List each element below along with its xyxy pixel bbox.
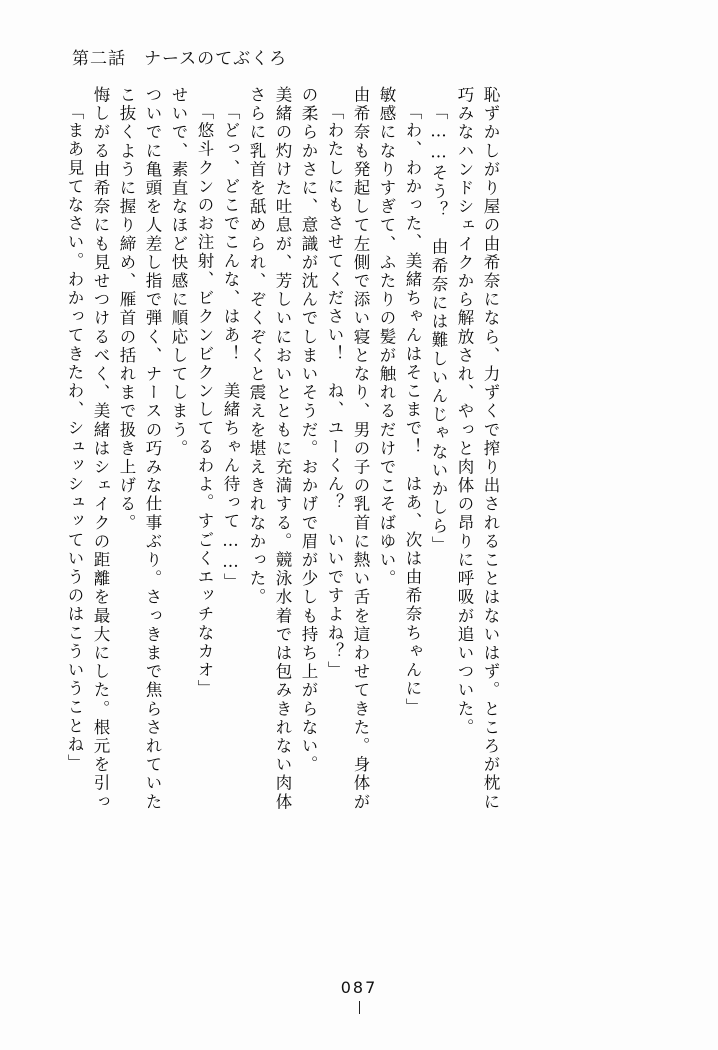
text-line: 「悠斗クンのお注射、ビクンビクンしてるわよ。すごくエッチなカオ」 xyxy=(195,103,214,699)
chapter-header xyxy=(72,44,287,69)
text-line: こ抜くように握り締め、雁首の括れまで扱き上げる。 xyxy=(117,86,136,533)
text-line: 「わ、わかった、美緒ちゃんはそこまで！ はあ、次は由希奈ちゃんに」 xyxy=(403,103,422,717)
page-number-value: 087 xyxy=(340,978,378,997)
page-number xyxy=(0,978,718,1014)
text-line: ついでに亀頭を人差し指で弾く、ナースの巧みな仕事ぶり。さっきまで焦らされていた xyxy=(143,86,162,812)
text-line: 「わたしにもさせてください！ ね、ユーくん？ いいですよね？」 xyxy=(325,103,344,680)
text-line: 「……そう？ 由希奈には難しいんじゃないかしら」 xyxy=(429,103,448,555)
text-line: 美緒の灼けた吐息が、芳しいにおいとともに充満する。競泳水着では包みきれない肉体 xyxy=(273,86,292,812)
text-line: 「まあ見てなさい。わかってきたわ、シュッシュッていうのはこういうことね」 xyxy=(65,103,84,773)
text-line: 悔しがる由希奈にも見せつけるべく、美緒はシェイクの距離を最大にした。根元を引っ xyxy=(91,86,110,812)
text-line: 由希奈も発起して左側で添い寝となり、男の子の乳首に熱い舌を這わせてきた。身体が xyxy=(351,86,370,812)
text-line: 恥ずかしがり屋の由希奈になら、力ずくで搾り出されることはないはず。ところが枕に xyxy=(481,86,500,812)
text-line: の柔らかさに、意識が沈んでしまいそうだ。おかげで眉が少しも持ち上がらない。 xyxy=(299,86,318,775)
chapter-title: ナースのてぶくろ xyxy=(144,49,288,69)
text-line: さらに乳首を舐められ、ぞくぞくと震えを堪えきれなかった。 xyxy=(247,86,266,607)
text-line: せいで、素直なほど快感に順応してしまう。 xyxy=(169,86,188,458)
text-line: 「どっ、どこでこんな、はあ！ 美緒ちゃん待って……」 xyxy=(221,103,240,592)
page-number-tick xyxy=(359,1001,360,1014)
text-line: 巧みなハンドシェイクから解放され、やっと肉体の昂りに呼吸が追いついた。 xyxy=(455,86,474,737)
chapter-number: 第二話 xyxy=(72,49,126,69)
text-line: 敏感になりすぎて、ふたりの髪が触れるだけでこそばゆい。 xyxy=(377,86,396,589)
body-text xyxy=(56,86,656,966)
